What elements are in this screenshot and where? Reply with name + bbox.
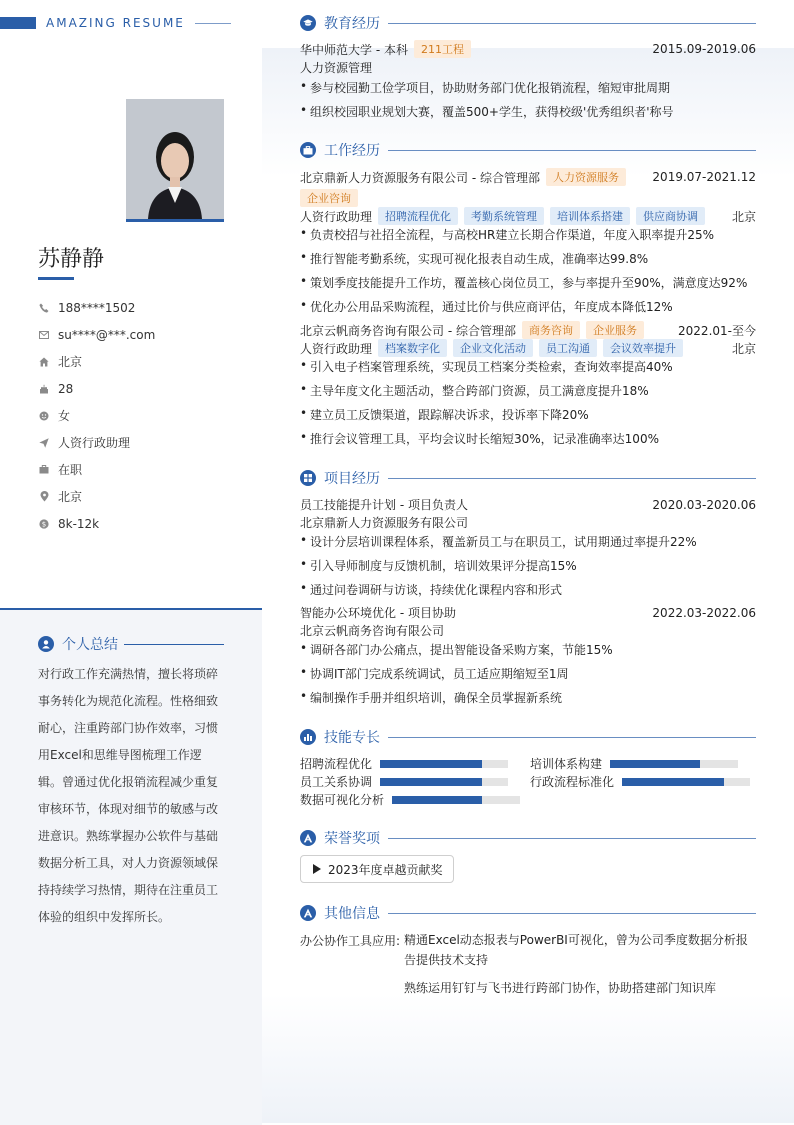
contact-value: 8k-12k: [58, 516, 100, 531]
skill-item: [300, 773, 508, 790]
project-org: 北京鼎新人力资源服务有限公司: [300, 516, 469, 530]
brand-header: [0, 15, 231, 31]
project-row: [300, 604, 756, 621]
company-name: 北京鼎新人力资源服务有限公司 - 综合管理部: [300, 170, 540, 185]
project-name: 智能办公环境优化 - 项目协助: [300, 606, 456, 620]
skill-item: [530, 755, 738, 772]
company-name: 北京云帆商务咨询有限公司 - 综合管理部: [300, 323, 516, 338]
contact-value: 人资行政助理: [58, 436, 131, 450]
awards-title: 荣誉奖项: [324, 831, 380, 847]
play-icon: [313, 864, 321, 874]
skill-bar-fill: [392, 796, 482, 804]
contact-value: su****@***.com: [58, 327, 156, 342]
school-name: 华中师范大学 - 本科: [300, 42, 408, 57]
skill-name: 行政流程标准化: [530, 775, 615, 789]
awards-header: [300, 828, 756, 848]
job-date: 2019.07-2021.12: [652, 170, 756, 184]
education-date: 2015.09-2019.06: [652, 42, 756, 56]
section-divider: [388, 737, 756, 738]
graduation-cap-icon: [300, 15, 316, 31]
award-item: [300, 855, 454, 883]
work-header: [300, 140, 756, 160]
job-bullet: • 优化办公用品采购流程，通过比价与供应商评估，年度成本降低12%: [300, 298, 673, 314]
mail-icon: [38, 329, 50, 341]
skill-tag: 员工沟通: [539, 339, 597, 357]
projects-title: 项目经历: [324, 471, 380, 487]
contact-value: 女: [58, 409, 71, 423]
name-underline: [38, 277, 74, 280]
svg-text:$: $: [41, 520, 47, 529]
other-title: 其他信息: [324, 906, 380, 922]
skill-name: 数据可视化分析: [300, 793, 385, 807]
contact-value: 28: [58, 381, 74, 396]
job-city: 北京: [731, 341, 756, 356]
other-line: 熟练运用钉钉与飞书进行跨部门协作，协助搭建部门知识库: [404, 981, 717, 995]
industry-tag: 企业咨询: [300, 189, 358, 207]
skills-header: [300, 727, 756, 747]
contact-status: [38, 456, 238, 483]
brand-bar: [0, 17, 36, 29]
contact-position: [38, 429, 238, 456]
bar-chart-icon: [300, 729, 316, 745]
project-bullet: • 引入导师制度与反馈机制，培训效果评分提高15%: [300, 557, 577, 573]
summary-divider: [124, 644, 224, 645]
project-date: 2020.03-2020.06: [652, 497, 756, 512]
contact-home: [38, 348, 238, 375]
job-bullet: • 主导年度文化主题活动，整合跨部门资源，员工满意度提升18%: [300, 382, 649, 398]
skill-item: [300, 755, 508, 772]
job-bullet: • 建立员工反馈渠道，跟踪解决诉求，投诉率下降20%: [300, 406, 589, 422]
contact-email: [38, 321, 238, 348]
portrait-image: [126, 99, 224, 219]
skill-name: 员工关系协调: [300, 775, 373, 789]
skills-title: 技能专长: [324, 730, 380, 746]
job-row: [300, 321, 756, 339]
other-header: [300, 903, 756, 923]
briefcase-icon: [300, 142, 316, 158]
skill-bar-fill: [622, 778, 724, 786]
job-date: 2022.01-至今: [678, 323, 756, 338]
user-icon: [38, 636, 54, 652]
job-bullet: • 策划季度技能提升工作坊，覆盖核心岗位员工，参与率提升至90%，满意度达92%: [300, 274, 748, 290]
contact-salary: [38, 510, 238, 537]
contact-list: [38, 294, 238, 537]
contact-gender: [38, 402, 238, 429]
summary-text: 对行政工作充满热情，擅长将琐碎事务转化为规范化流程。性格细致耐心，注重跨部门协作效率，习惯用Excel和思维导图梳理工作逻辑。曾通过优化报销流程减少重复审核环节，体现对细节的敏感与改进意识。熟练掌握办公软件与基础数据分析工具，对人力资源领域保持持续学习热情，期待在注重员工体验的组织中发挥所长。: [38, 667, 219, 924]
skill-bar-fill: [610, 760, 700, 768]
skill-tag: 供应商协调: [636, 207, 705, 225]
contact-phone: [38, 294, 238, 321]
contact-age: [38, 375, 238, 402]
grid-icon: [300, 470, 316, 486]
work-title: 工作经历: [324, 143, 380, 159]
contact-value: 北京: [58, 490, 83, 504]
briefcase-icon: [38, 464, 50, 476]
skill-tag: 招聘流程优化: [378, 207, 458, 225]
skill-tag: 会议效率提升: [603, 339, 683, 357]
industry-tag: 商务咨询: [522, 321, 580, 339]
school-tag: 211工程: [414, 40, 471, 58]
project-bullet: • 调研各部门办公痛点，提出智能设备采购方案，节能15%: [300, 641, 613, 657]
education-header: [300, 13, 756, 33]
education-bullet: • 参与校园勤工俭学项目，协助财务部门优化报销流程，缩短审批周期: [300, 79, 671, 95]
job-role: 人资行政助理: [300, 341, 373, 356]
cake-icon: [38, 383, 50, 395]
education-major: [300, 59, 756, 76]
skill-bar: [610, 760, 738, 768]
section-divider: [388, 913, 756, 914]
education-bullet: • 组织校园职业规划大赛，覆盖500+学生，获得校级'优秀组织者'称号: [300, 103, 674, 119]
job-bullet: • 推行智能考勤系统，实现可视化报表自动生成，准确率达99.8%: [300, 250, 649, 266]
industry-tag: 企业服务: [586, 321, 644, 339]
profile-photo: [126, 99, 224, 222]
brand-text: AMAZING RESUME: [46, 16, 185, 30]
education-row: [300, 40, 756, 58]
major-text: 人力资源管理: [300, 61, 373, 75]
summary-header: [38, 634, 224, 654]
project-bullet: • 协调IT部门完成系统调试，员工适应期缩短至1周: [300, 665, 569, 681]
section-divider: [388, 838, 756, 839]
skill-tag: 企业文化活动: [453, 339, 533, 357]
job-bullet: • 推行会议管理工具，平均会议时长缩短30%，记录准确率达100%: [300, 430, 659, 446]
contact-location: [38, 483, 238, 510]
job-role-row: [300, 339, 756, 357]
location-icon: [38, 491, 50, 503]
skill-bar-fill: [380, 760, 482, 768]
skill-name: 培训体系构建: [530, 757, 603, 771]
project-name: 员工技能提升计划 - 项目负责人: [300, 498, 468, 512]
skill-bar: [392, 796, 520, 804]
education-title: 教育经历: [324, 16, 380, 32]
contact-value: 188****1502: [58, 300, 136, 315]
brand-line: [195, 23, 231, 24]
project-bullet: • 设计分层培训课程体系，覆盖新员工与在职员工，试用期通过率提升22%: [300, 533, 697, 549]
job-city: 北京: [731, 209, 756, 224]
section-divider: [388, 150, 756, 151]
other-line: 精通Excel动态报表与PowerBI可视化，曾为公司季度数据分析报告提供技术支持: [404, 933, 748, 967]
summary-title: 个人总结: [62, 637, 118, 653]
project-bullet: • 编制操作手册并组织培训，确保全员掌握新系统: [300, 689, 563, 705]
skill-item: [530, 773, 750, 790]
other-label: 办公协作工具应用:: [300, 934, 401, 948]
award-text: 2023年度卓越贡献奖: [328, 862, 443, 877]
section-divider: [388, 478, 756, 479]
job-bullet: • 负责校招与社招全流程，与高校HR建立长期合作渠道，年度入职率提升25%: [300, 226, 715, 242]
job-row: [300, 168, 756, 186]
skill-tag: 考勤系统管理: [464, 207, 544, 225]
money-icon: [38, 518, 50, 530]
project-row: [300, 496, 756, 513]
industry-tag: 人力资源服务: [546, 168, 626, 186]
section-divider: [388, 23, 756, 24]
skill-bar: [622, 778, 750, 786]
skill-tag: 培训体系搭建: [550, 207, 630, 225]
info-icon: [300, 905, 316, 921]
job-role: 人资行政助理: [300, 209, 373, 224]
project-bullet: • 通过问卷调研与访谈，持续优化课程内容和形式: [300, 581, 563, 597]
job-tag-row: [300, 189, 756, 207]
job-bullet: • 引入电子档案管理系统，实现员工档案分类检索，查询效率提高40%: [300, 358, 673, 374]
skill-bar-fill: [380, 778, 482, 786]
face-icon: [38, 410, 50, 422]
skill-bar: [380, 760, 508, 768]
project-date: 2022.03-2022.06: [652, 605, 756, 620]
project-org: 北京云帆商务咨询有限公司: [300, 624, 445, 638]
award-icon: [300, 830, 316, 846]
job-role-row: [300, 207, 756, 225]
skill-item: [300, 791, 520, 808]
phone-icon: [38, 302, 50, 314]
contact-value: 在职: [58, 463, 83, 477]
skill-bar: [380, 778, 508, 786]
skill-name: 招聘流程优化: [300, 757, 373, 771]
contact-value: 北京: [58, 355, 83, 369]
candidate-name: 苏静静: [38, 247, 105, 272]
skill-tag: 档案数字化: [378, 339, 447, 357]
projects-header: [300, 468, 756, 488]
home-icon: [38, 356, 50, 368]
send-icon: [38, 437, 50, 449]
